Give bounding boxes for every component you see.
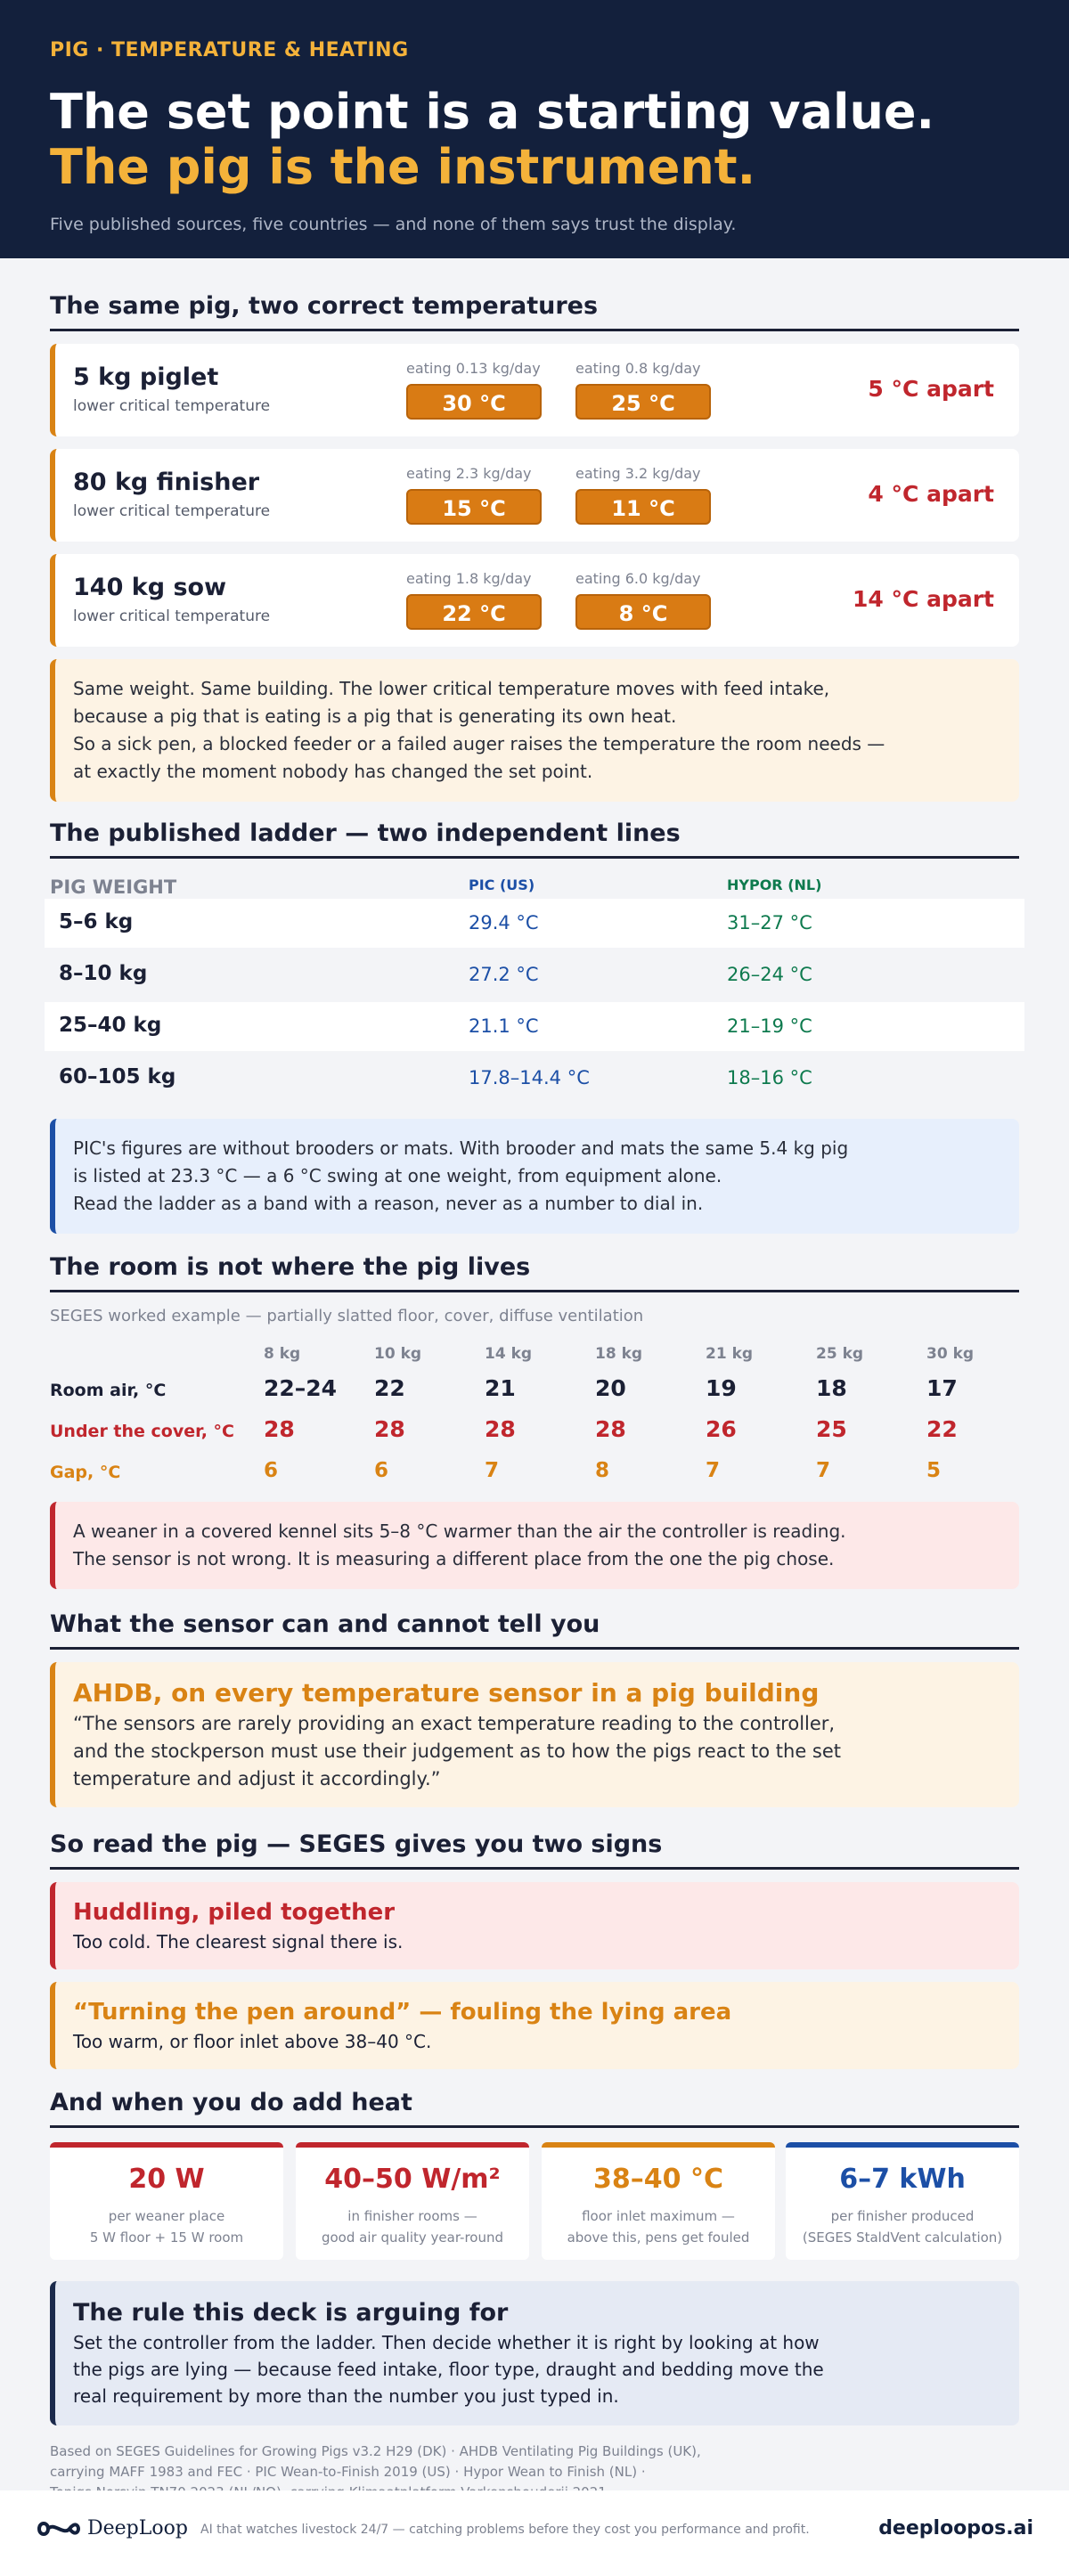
note-line: PIC's figures are without brooders or mats. With brooder and mats the same 5.4 kg pig xyxy=(73,1137,849,1159)
heat-card-kwh xyxy=(786,2142,1019,2260)
ladder-header xyxy=(50,873,1019,896)
gap-value: 6 xyxy=(374,1459,389,1482)
gap-row xyxy=(50,1452,1019,1493)
intake-caption: eating 3.2 kg/day xyxy=(575,465,701,482)
quote-line: temperature and adjust it accordingly.” xyxy=(73,1768,441,1789)
temp-pill: 8 °C xyxy=(575,594,711,630)
ladder-weight: 25–40 kg xyxy=(59,1014,162,1037)
sign-title: “Turning the pen around” — fouling the lying area xyxy=(73,1999,732,2026)
under-cover-value: 28 xyxy=(485,1416,516,1442)
intake-high xyxy=(575,465,711,525)
ladder-row xyxy=(50,1054,1019,1103)
gap-value: 8 xyxy=(595,1459,610,1482)
note-line: Same weight. Same building. The lower critical temperature moves with feed intake, xyxy=(73,678,830,699)
pig-sub: lower critical temperature xyxy=(73,502,271,520)
under-cover-value: 28 xyxy=(374,1416,405,1442)
col-header-weight: PIG WEIGHT xyxy=(50,876,177,898)
page-subtitle: Five published sources, five countries — and none of them says trust the display. xyxy=(50,215,737,234)
sign-too-warm xyxy=(50,1982,1019,2069)
weight-col: 8 kg xyxy=(264,1345,301,1363)
pig-sub: lower critical temperature xyxy=(73,397,271,415)
ladder-weight: 8–10 kg xyxy=(59,962,148,985)
apart-value: 14 °C apart xyxy=(853,586,994,612)
room-air-value: 22 xyxy=(374,1375,405,1401)
pig-sub: lower critical temperature xyxy=(73,607,271,625)
heat-value: 40–50 W/m² xyxy=(324,2164,501,2195)
weight-col: 21 kg xyxy=(706,1345,754,1363)
ladder-row xyxy=(45,899,1024,948)
note-line: The sensor is not wrong. It is measuring a different place from the one the pig chose. xyxy=(73,1548,835,1569)
section-title-sensor: What the sensor can and cannot tell you xyxy=(50,1610,1019,1650)
heat-line: floor inlet maximum — xyxy=(582,2208,735,2224)
pig-name: 140 kg sow xyxy=(73,574,227,601)
hero-header xyxy=(0,0,1069,258)
pic-brooder-note xyxy=(50,1119,1019,1234)
weaner-note xyxy=(50,1502,1019,1589)
under-cover-value: 28 xyxy=(595,1416,626,1442)
pig-name: 80 kg finisher xyxy=(73,469,260,496)
rule-line: Set the controller from the ladder. Then decide whether it is right by looking at how xyxy=(73,2332,820,2353)
heat-line: 5 W floor + 15 W room xyxy=(89,2230,244,2246)
weight-col: 10 kg xyxy=(374,1345,422,1363)
weight-col: 18 kg xyxy=(595,1345,643,1363)
note-line: So a sick pen, a blocked feeder or a failed auger raises the temperature the room needs — xyxy=(73,733,885,754)
section-title-add-heat: And when you do add heat xyxy=(50,2089,1019,2128)
col-header-hypor: HYPOR (NL) xyxy=(727,876,822,893)
quote-line: and the stockperson must use their judgement as to how the pigs react to the set xyxy=(73,1740,842,1762)
heat-value: 6–7 kWh xyxy=(839,2164,966,2195)
room-air-value: 18 xyxy=(816,1375,847,1401)
under-cover-value: 25 xyxy=(816,1416,847,1442)
temp-pill: 15 °C xyxy=(406,489,542,525)
note-line: Read the ladder as a band with a reason, never as a number to dial in. xyxy=(73,1193,704,1214)
ladder-pic: 29.4 °C xyxy=(469,912,539,933)
page-title-line2: The pig is the instrument. xyxy=(50,139,756,195)
gap-value: 7 xyxy=(706,1459,721,1482)
feed-intake-note xyxy=(50,659,1019,802)
note-line: at exactly the moment nobody has changed the set point. xyxy=(73,761,593,782)
temp-pill: 25 °C xyxy=(575,384,711,420)
intake-low xyxy=(406,570,542,630)
heat-line: (SEGES StaldVent calculation) xyxy=(802,2230,1003,2246)
ladder-hypor: 18–16 °C xyxy=(727,1067,812,1088)
apart-value: 4 °C apart xyxy=(868,481,994,507)
room-air-value: 20 xyxy=(595,1375,626,1401)
infinity-logo-icon xyxy=(36,2518,82,2539)
room-air-value: 21 xyxy=(485,1375,516,1401)
ahdb-quote-card xyxy=(50,1662,1019,1807)
seges-caption: SEGES worked example — partially slatted floor, cover, diffuse ventilation xyxy=(50,1307,644,1325)
heat-line: in finisher rooms — xyxy=(347,2208,477,2224)
row-label: Gap, °C xyxy=(50,1463,121,1482)
apart-value: 5 °C apart xyxy=(868,376,994,402)
quote-line: “The sensors are rarely providing an exact temperature reading to the controller, xyxy=(73,1713,836,1734)
section-title-room: The room is not where the pig lives xyxy=(50,1253,1019,1292)
pig-card-sow xyxy=(50,554,1019,647)
ladder-row xyxy=(50,950,1019,999)
section-title-ladder: The published ladder — two independent lines xyxy=(50,819,1019,859)
gap-value: 5 xyxy=(926,1459,942,1482)
row-label: Under the cover, °C xyxy=(50,1422,234,1441)
weight-col: 14 kg xyxy=(485,1345,533,1363)
intake-caption: eating 1.8 kg/day xyxy=(406,570,532,587)
heat-value: 20 W xyxy=(128,2164,205,2195)
section-title-read-pig: So read the pig — SEGES gives you two signs xyxy=(50,1830,1019,1870)
gap-value: 7 xyxy=(816,1459,831,1482)
heat-card-floor-inlet xyxy=(542,2142,775,2260)
ladder-pic: 21.1 °C xyxy=(469,1015,539,1037)
intake-caption: eating 6.0 kg/day xyxy=(575,570,701,587)
ladder-hypor: 26–24 °C xyxy=(727,964,812,985)
room-air-value: 17 xyxy=(926,1375,958,1401)
logo-text: DeepLoop xyxy=(87,2517,188,2539)
under-cover-value: 26 xyxy=(706,1416,737,1442)
rule-title: The rule this deck is arguing for xyxy=(73,2299,509,2327)
sign-too-cold xyxy=(50,1882,1019,1969)
room-air-value: 22–24 xyxy=(264,1375,338,1401)
rule-box xyxy=(50,2281,1019,2425)
intake-caption: eating 2.3 kg/day xyxy=(406,465,532,482)
heat-line: per finisher produced xyxy=(830,2208,975,2224)
room-air-value: 19 xyxy=(706,1375,737,1401)
ladder-pic: 27.2 °C xyxy=(469,964,539,985)
ladder-weight: 5–6 kg xyxy=(59,910,134,933)
sign-text: Too cold. The clearest signal there is. xyxy=(73,1931,404,1952)
row-label: Room air, °C xyxy=(50,1381,167,1400)
temp-pill: 30 °C xyxy=(406,384,542,420)
note-line: is listed at 23.3 °C — a 6 °C swing at one weight, from equipment alone. xyxy=(73,1165,722,1186)
heat-line: good air quality year-round xyxy=(321,2230,503,2246)
heat-line: per weaner place xyxy=(108,2208,225,2224)
room-air-row xyxy=(50,1370,1019,1411)
col-header-pic: PIC (US) xyxy=(469,876,535,893)
intake-caption: eating 0.8 kg/day xyxy=(575,360,701,377)
ladder-row xyxy=(45,1002,1024,1051)
intake-low xyxy=(406,465,542,525)
ladder-weight: 60–105 kg xyxy=(59,1065,176,1088)
note-line: A weaner in a covered kennel sits 5–8 °C warmer than the air the controller is reading. xyxy=(73,1520,846,1542)
pig-name: 5 kg piglet xyxy=(73,363,219,391)
deeploop-logo[interactable] xyxy=(36,2517,188,2539)
ladder-pic: 17.8–14.4 °C xyxy=(469,1067,590,1088)
rule-line: real requirement by more than the number you just typed in. xyxy=(73,2385,619,2407)
page-title-line1: The set point is a starting value. xyxy=(50,84,935,140)
footer-url-link[interactable]: deeploopos.ai xyxy=(878,2517,1033,2539)
quote-title: AHDB, on every temperature sensor in a pig building xyxy=(73,1678,820,1708)
weight-col: 30 kg xyxy=(926,1345,975,1363)
ladder-hypor: 21–19 °C xyxy=(727,1015,812,1037)
temp-pill: 11 °C xyxy=(575,489,711,525)
heat-card-weaner xyxy=(50,2142,283,2260)
weight-header-row xyxy=(50,1336,1019,1370)
intake-high xyxy=(575,570,711,630)
sign-title: Huddling, piled together xyxy=(73,1899,396,1926)
rule-line: the pigs are lying — because feed intake, floor type, draught and bedding move the xyxy=(73,2359,824,2380)
section-title-same-pig: The same pig, two correct temperatures xyxy=(50,292,1019,331)
under-cover-value: 22 xyxy=(926,1416,958,1442)
weight-col: 25 kg xyxy=(816,1345,864,1363)
intake-caption: eating 0.13 kg/day xyxy=(406,360,541,377)
gap-value: 7 xyxy=(485,1459,500,1482)
under-cover-row xyxy=(50,1411,1019,1452)
heat-cards xyxy=(50,2142,1019,2265)
kicker: PIG · TEMPERATURE & HEATING xyxy=(50,39,409,61)
intake-high xyxy=(575,360,711,420)
gap-value: 6 xyxy=(264,1459,279,1482)
under-cover-value: 28 xyxy=(264,1416,295,1442)
heat-value: 38–40 °C xyxy=(593,2164,723,2195)
source-line: Based on SEGES Guidelines for Growing Pigs v3.2 H29 (DK) · AHDB Ventilating Pig Buildings (UK), xyxy=(50,2443,701,2459)
temp-pill: 22 °C xyxy=(406,594,542,630)
footer xyxy=(0,2490,1069,2576)
pig-card-piglet xyxy=(50,344,1019,436)
heat-line: above this, pens get fouled xyxy=(567,2230,750,2246)
note-line: because a pig that is eating is a pig that is generating its own heat. xyxy=(73,705,677,727)
sign-text: Too warm, or floor inlet above 38–40 °C. xyxy=(73,2031,432,2052)
source-line: carrying MAFF 1983 and FEC · PIC Wean-to-Finish 2019 (US) · Hypor Wean to Finish (NL) · xyxy=(50,2464,646,2480)
pig-card-finisher xyxy=(50,449,1019,542)
heat-card-finisher xyxy=(296,2142,529,2260)
ladder-hypor: 31–27 °C xyxy=(727,912,812,933)
intake-low xyxy=(406,360,542,420)
footer-tagline: AI that watches livestock 24/7 — catching problems before they cost you performance and profit. xyxy=(200,2523,810,2537)
